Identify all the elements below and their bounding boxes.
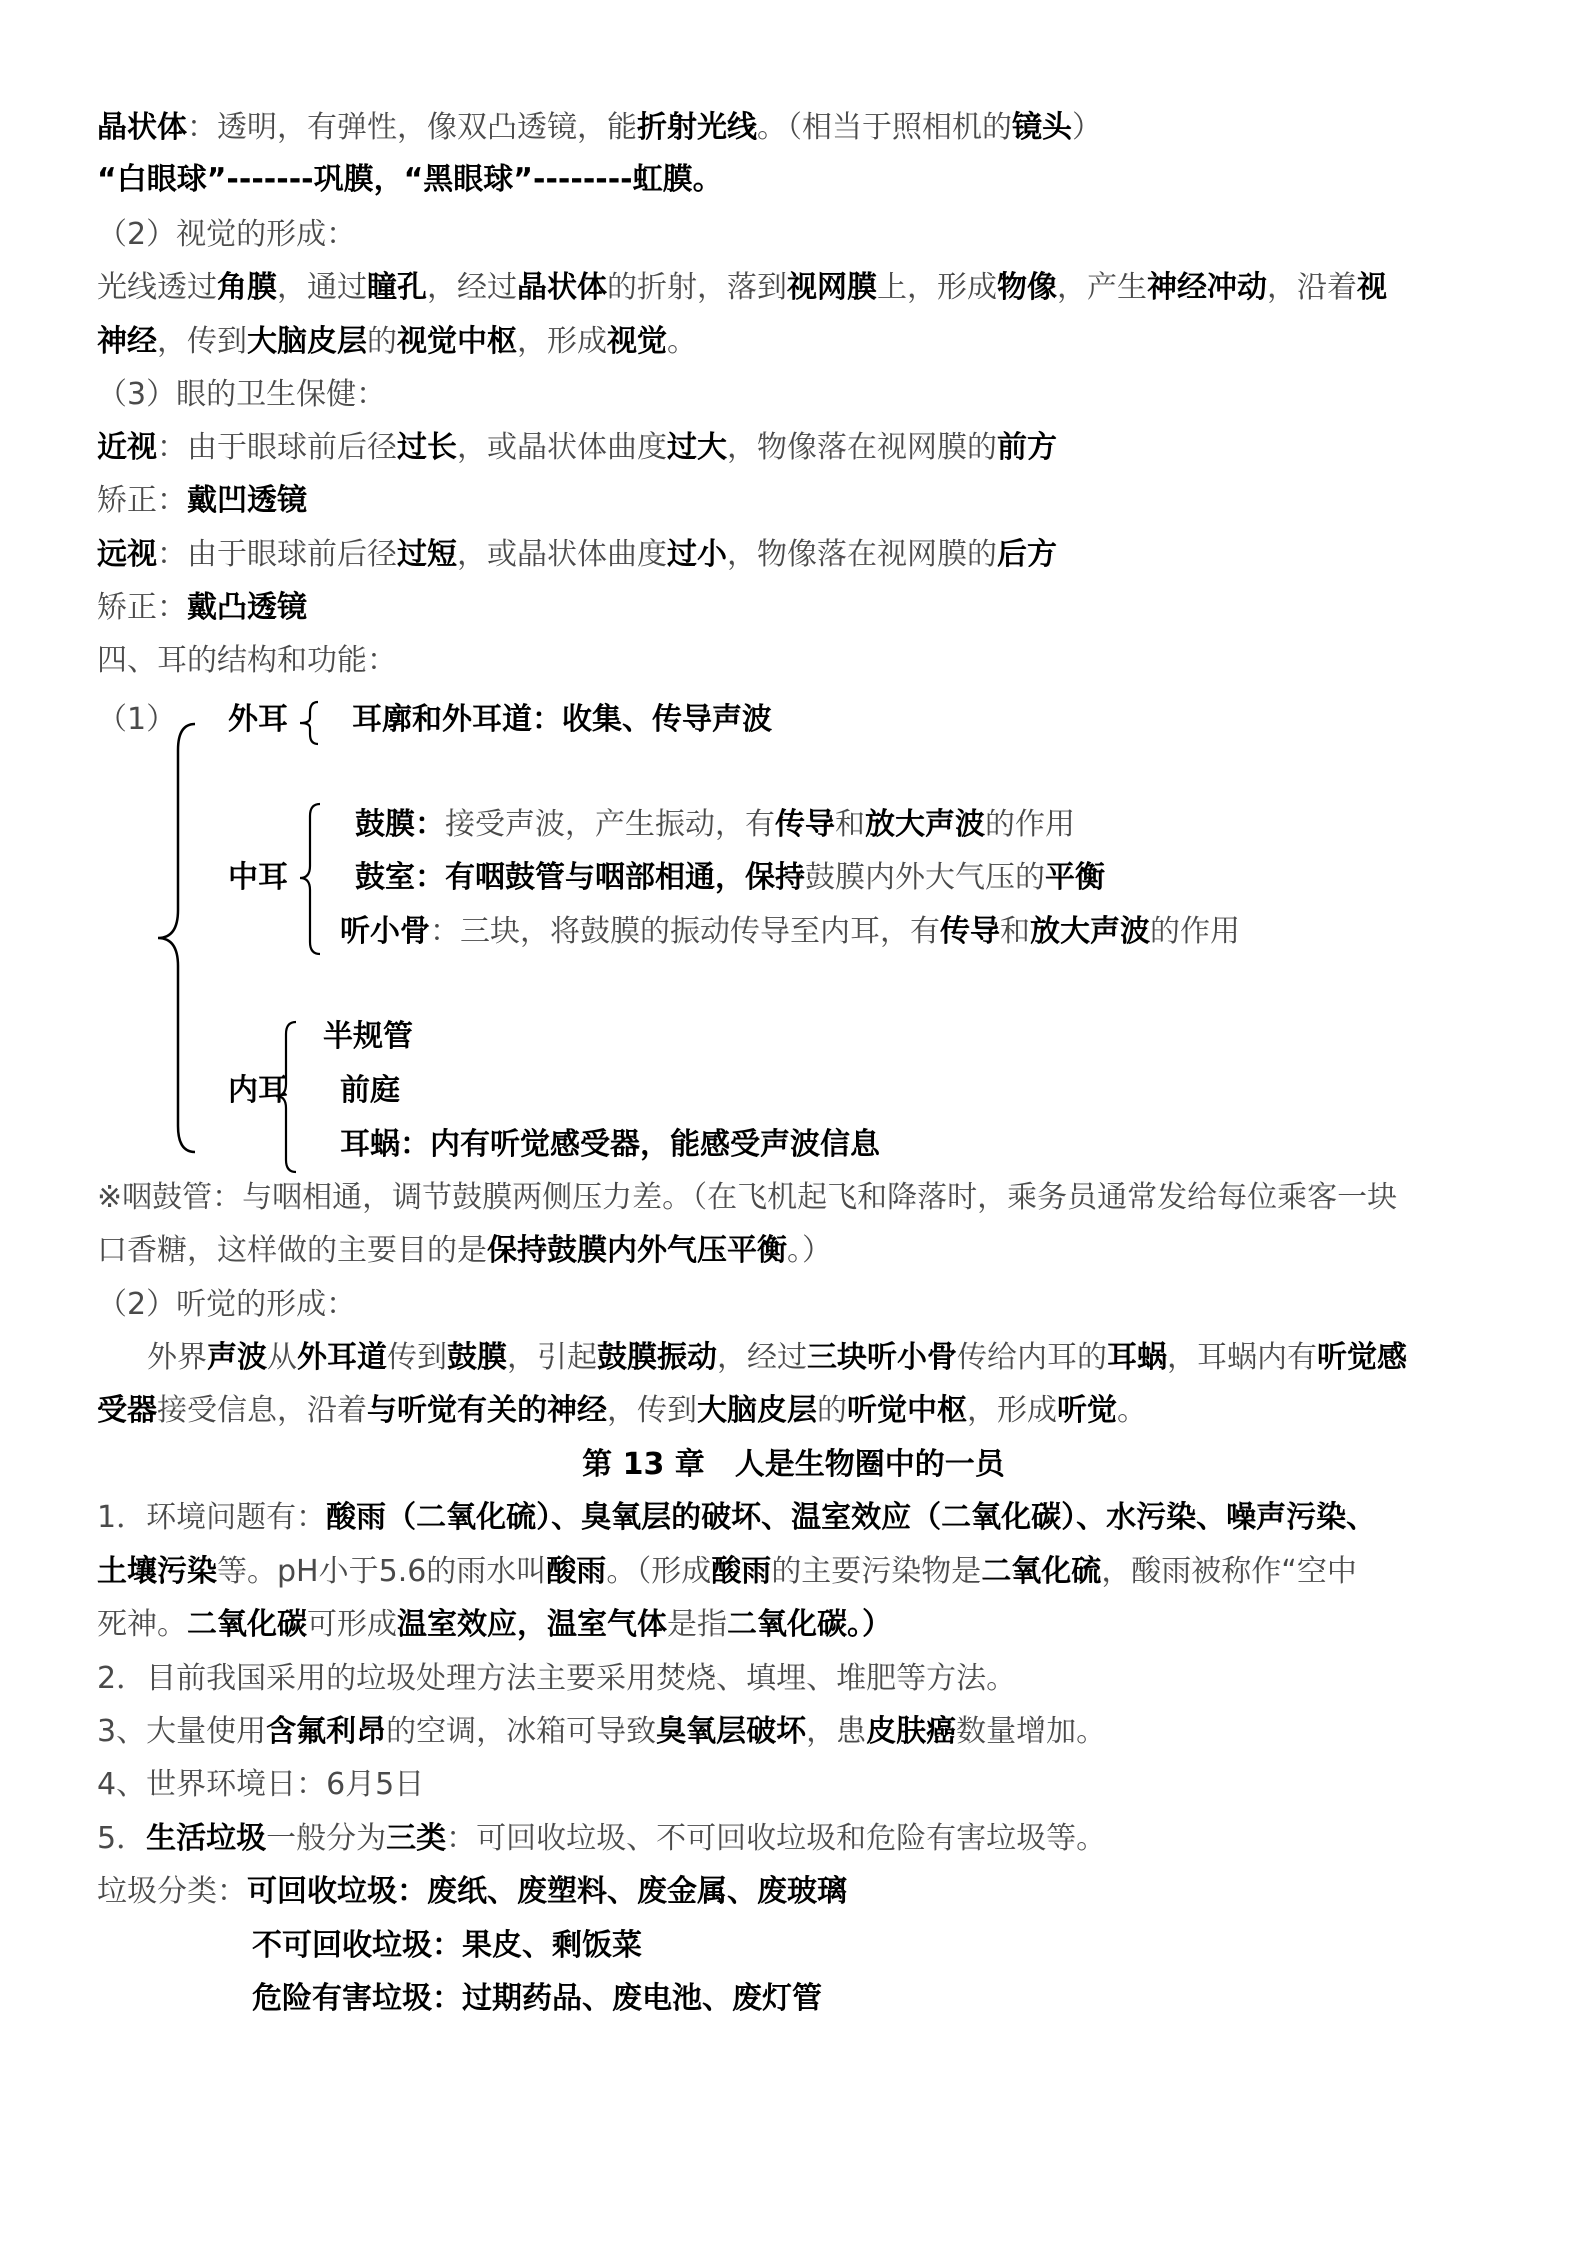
ear-main-brace — [150, 720, 210, 1160]
myopia-correction: 矫正：戴凹透镜 — [97, 483, 307, 518]
environment-item-4: 4、世界环境日：6月5日 — [97, 1767, 425, 1802]
environment-item-1-cont-2: 死神。二氧化碳可形成温室效应，温室气体是指二氧化碳。） — [97, 1607, 892, 1642]
myopia-line: 近视：由于眼球前后径过长，或晶状体曲度过大，物像落在视网膜的前方 — [97, 430, 1057, 465]
eye-health-heading: （3）眼的卫生保健： — [97, 377, 387, 412]
garbage-classification-nonrecyclable: 不可回收垃圾：果皮、剩饭菜 — [252, 1928, 642, 1963]
environment-item-1: 1．环境问题有：酸雨（二氧化硫）、臭氧层的破坏、温室效应（二氧化碳）、水污染、噪声污染、 — [97, 1500, 1377, 1535]
eardrum-line: 鼓膜：接受声波，产生振动，有传导和放大声波的作用 — [355, 807, 1075, 842]
garbage-classification-hazardous: 危险有害垃圾：过期药品、废电池、废灯管 — [252, 1981, 822, 2016]
environment-item-1-cont: 土壤污染等。pH小于5.6的雨水叫酸雨。（形成酸雨的主要污染物是二氧化硫，酸雨被称作“空中 — [97, 1554, 1357, 1589]
environment-item-5: 5．生活垃圾一般分为三类：可回收垃圾、不可回收垃圾和危险有害垃圾等。 — [97, 1821, 1107, 1856]
hearing-formation-line-1: 外界声波从外耳道传到鼓膜，引起鼓膜振动，经过三块听小骨传给内耳的耳蜗，耳蜗内有听觉感 — [147, 1340, 1407, 1375]
vision-formation-line-1: 光线透过角膜，通过瞳孔，经过晶状体的折射，落到视网膜上，形成物像，产生神经冲动，沿着视 — [97, 270, 1387, 305]
ossicles-line: 听小骨：三块，将鼓膜的振动传导至内耳，有传导和放大声波的作用 — [340, 914, 1240, 949]
cochlea-line: 耳蜗：内有听觉感受器，能感受声波信息 — [340, 1127, 880, 1162]
eustachian-tube-note-1: ※咽鼓管：与咽相通，调节鼓膜两侧压力差。（在飞机起飞和降落时，乘务员通常发给每位乘客一块 — [97, 1180, 1398, 1215]
tympanic-cavity-line: 鼓室：有咽鼓管与咽部相通，保持鼓膜内外大气压的平衡 — [355, 860, 1105, 895]
middle-ear-label: 中耳 — [228, 860, 288, 895]
outer-ear-brace — [296, 698, 326, 748]
inner-ear-brace — [272, 1018, 302, 1178]
vision-formation-heading: （2）视觉的形成： — [97, 217, 357, 252]
hearing-formation-line-2: 受器接受信息，沿着与听觉有关的神经，传到大脑皮层的听觉中枢，形成听觉。 — [97, 1393, 1147, 1428]
garbage-classification-recyclable: 垃圾分类：可回收垃圾：废纸、废塑料、废金属、废玻璃 — [97, 1874, 847, 1909]
eye-white-black-line: “白眼球”-------巩膜，“黑眼球”--------虹膜。 — [97, 162, 723, 197]
inner-ear-label: 内耳 — [228, 1073, 288, 1108]
environment-item-2: 2．目前我国采用的垃圾处理方法主要采用焚烧、填埋、堆肥等方法。 — [97, 1661, 1017, 1696]
environment-item-3: 3、大量使用含氟利昂的空调，冰箱可导致臭氧层破坏，患皮肤癌数量增加。 — [97, 1714, 1107, 1749]
vision-formation-line-2: 神经，传到大脑皮层的视觉中枢，形成视觉。 — [97, 324, 697, 359]
hearing-formation-heading: （2）听觉的形成： — [97, 1287, 357, 1322]
vestibule: 前庭 — [340, 1073, 400, 1108]
hyperopia-line: 远视：由于眼球前后径过短，或晶状体曲度过小，物像落在视网膜的后方 — [97, 537, 1057, 572]
chapter-title: 第 13 章 人是生物圈中的一员 — [582, 1447, 1005, 1482]
eustachian-tube-note-2: 口香糖，这样做的主要目的是保持鼓膜内外气压平衡。） — [97, 1233, 832, 1268]
hyperopia-correction: 矫正：戴凸透镜 — [97, 590, 307, 625]
outer-ear-label: 外耳 — [228, 702, 288, 737]
ear-section-heading: 四、耳的结构和功能： — [97, 643, 397, 678]
ear-item-number: （1） — [97, 702, 177, 737]
middle-ear-brace — [296, 800, 326, 960]
semicircular-canals: 半规管 — [323, 1019, 413, 1054]
lens-definition: 晶状体：透明，有弹性，像双凸透镜，能折射光线。（相当于照相机的镜头） — [97, 110, 1102, 145]
outer-ear-description: 耳廓和外耳道：收集、传导声波 — [352, 702, 772, 737]
